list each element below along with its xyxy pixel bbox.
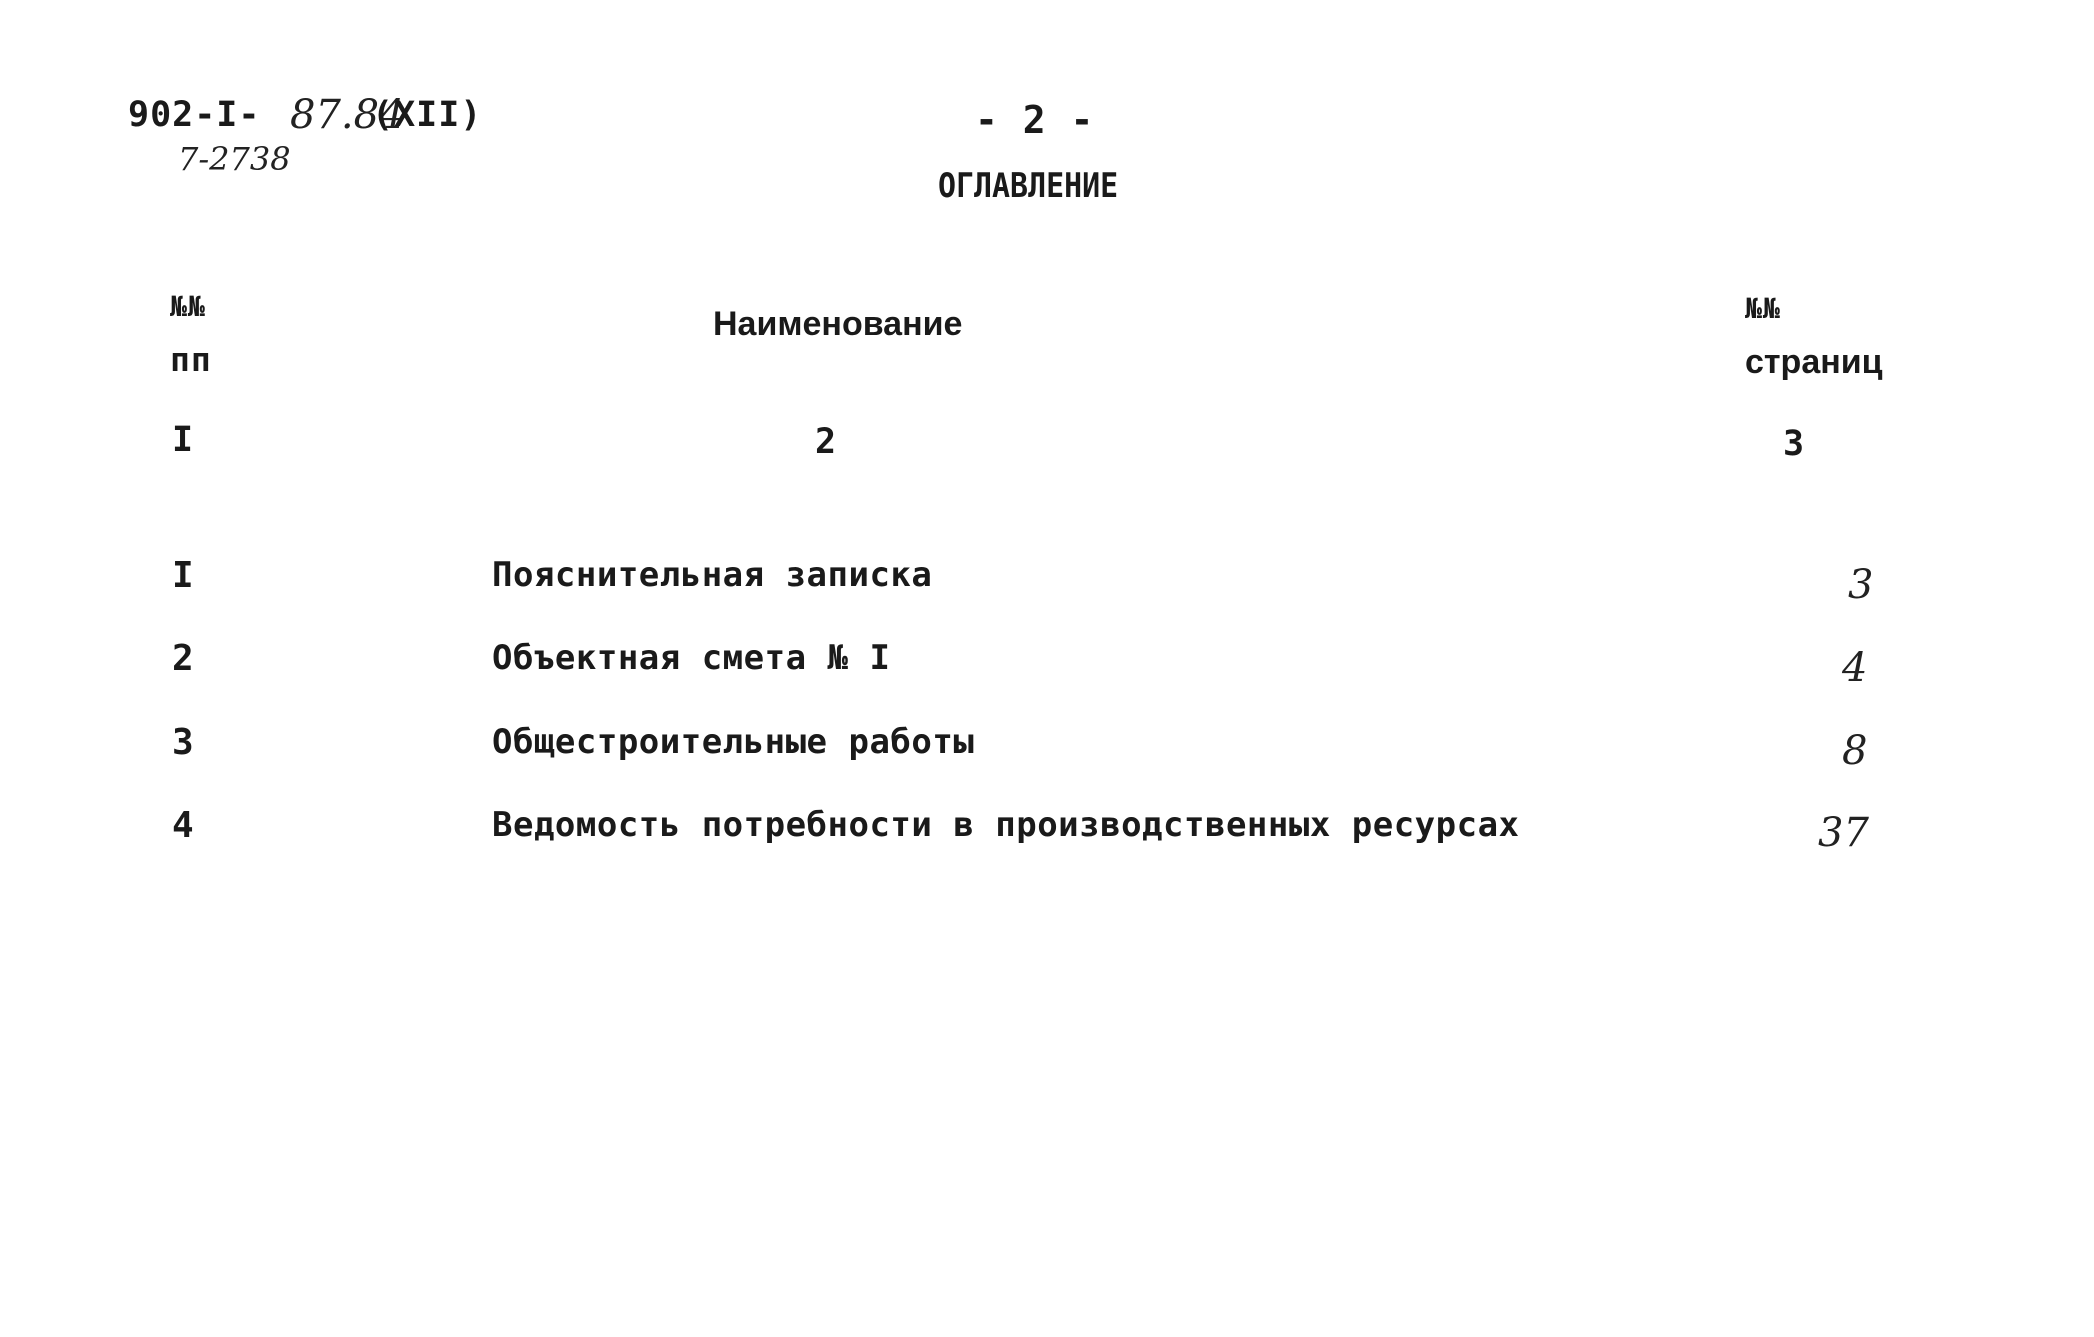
- header-number-label-bottom: пп: [170, 340, 212, 379]
- row-number: 3: [172, 722, 195, 763]
- header-pages-label-bottom: страниц: [1745, 343, 1883, 381]
- document-code-suffix: (XII): [372, 95, 483, 135]
- row-page-handwritten: 4: [1842, 645, 1868, 691]
- row-title: Объектная смета № I: [492, 638, 891, 678]
- header-number-label-top: №№: [170, 290, 206, 323]
- column-number: I: [172, 420, 195, 460]
- inventory-number-handwritten: 7-2738: [178, 140, 291, 178]
- header-name-label: Наименование: [713, 305, 963, 343]
- row-title: Пояснительная записка: [492, 555, 933, 595]
- row-page-handwritten: 3: [1848, 562, 1874, 608]
- row-number: 2: [172, 638, 195, 679]
- page-number: - 2 -: [975, 98, 1095, 142]
- column-number: 3: [1783, 424, 1806, 464]
- row-page-handwritten: 8: [1842, 728, 1868, 774]
- column-number: 2: [815, 422, 838, 462]
- row-title: Общестроительные работы: [492, 722, 975, 762]
- row-title: Ведомость потребности в производственных ресурсах: [492, 805, 1520, 845]
- document-code: 902-I-: [128, 95, 261, 135]
- row-number: 4: [172, 805, 195, 846]
- header-pages-label-top: №№: [1745, 292, 1781, 325]
- row-number: I: [172, 555, 195, 596]
- row-page-handwritten: 37: [1818, 810, 1869, 856]
- document-code-handwritten: 87.84: [290, 92, 405, 138]
- page-title: ОГЛАВЛЕНИЕ: [938, 166, 1119, 206]
